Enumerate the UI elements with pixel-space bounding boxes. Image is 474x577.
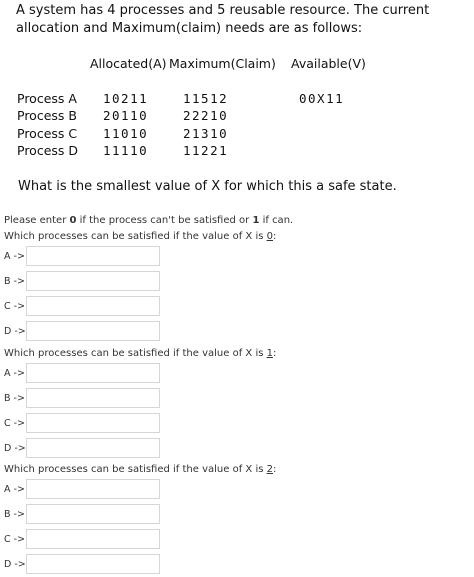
process-b-maximum: 22210 [183,108,229,123]
answer-input-x1-a[interactable] [26,363,160,383]
header-available: Available(V) [291,56,366,71]
process-a-label: Process A [17,91,77,106]
instructions: Please enter 0 if the process can't be satisfied or 1 if can. [4,215,294,226]
answer-input-x0-a[interactable] [26,246,160,266]
process-d-maximum: 11221 [183,143,229,158]
process-b-label: Process B [17,108,77,123]
process-c-allocated: 11010 [103,126,149,141]
answer-input-x1-d[interactable] [26,438,160,458]
row-label-d: D -> [4,559,26,570]
header-allocated: Allocated(A) [90,56,167,71]
row-label-d: D -> [4,443,26,454]
row-label-c: C -> [4,301,26,312]
problem-image [0,0,474,205]
section-question-x0: Which processes can be satisfied if the value of X is 0: [4,231,277,242]
answer-input-x2-a[interactable] [26,479,160,499]
answer-input-x1-b[interactable] [26,388,160,408]
row-label-a: A -> [4,368,25,379]
process-d-label: Process D [17,143,79,158]
process-a-maximum: 11512 [183,91,229,106]
answer-input-x2-b[interactable] [26,504,160,524]
answer-input-x0-c[interactable] [26,296,160,316]
row-label-a: A -> [4,484,25,495]
x-value: 2 [266,464,273,475]
x-value: 0 [266,231,273,242]
answer-input-x0-b[interactable] [26,271,160,291]
header-maximum: Maximum(Claim) [169,56,276,71]
answer-input-x1-c[interactable] [26,413,160,433]
problem-intro: A system has 4 processes and 5 reusable resource. The current allocation and Maximum(claim) needs are as follows: [16,3,430,36]
row-label-b: B -> [4,393,25,404]
section-question-x2: Which processes can be satisfied if the value of X is 2: [4,464,277,475]
one-value: 1 [252,215,260,226]
process-a-allocated: 10211 [103,91,149,106]
section-question-x1: Which processes can be satisfied if the value of X is 1: [4,348,277,359]
process-c-label: Process C [17,126,78,141]
row-label-b: B -> [4,276,25,287]
available-vector: 00X11 [299,91,345,106]
row-label-c: C -> [4,418,26,429]
zero-value: 0 [69,215,77,226]
process-c-maximum: 21310 [183,126,229,141]
answer-input-x2-d[interactable] [26,554,160,574]
answer-input-x2-c[interactable] [26,529,160,549]
row-label-a: A -> [4,251,25,262]
row-label-b: B -> [4,509,25,520]
problem-question: What is the smallest value of X for which this a safe state. [18,179,397,194]
process-b-allocated: 20110 [103,108,149,123]
process-d-allocated: 11110 [103,143,149,158]
answer-input-x0-d[interactable] [26,321,160,341]
row-label-d: D -> [4,326,26,337]
x-value: 1 [266,348,273,359]
row-label-c: C -> [4,534,26,545]
